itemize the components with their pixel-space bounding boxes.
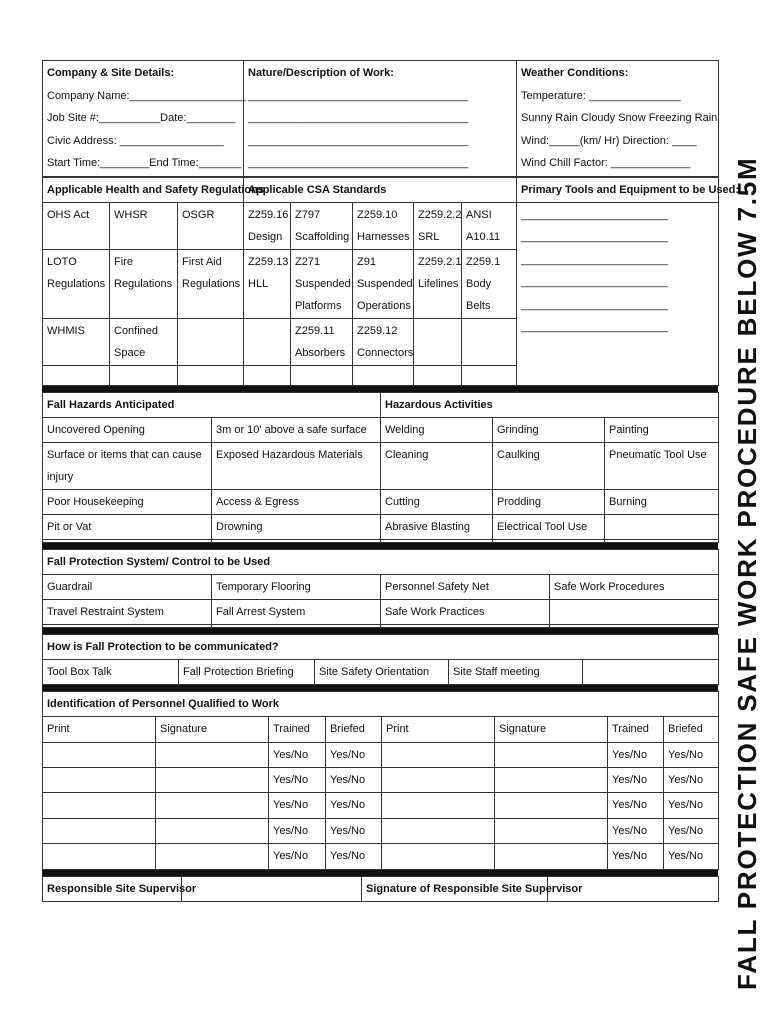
tools-line[interactable]: ________________________ (521, 276, 668, 288)
csa-item[interactable] (244, 365, 291, 385)
nature-of-work-cell (244, 61, 517, 177)
print-field[interactable] (43, 818, 156, 844)
print-field[interactable] (382, 767, 495, 793)
protection-system-item[interactable]: Safe Work Procedures (550, 574, 719, 599)
column-header-briefed: Briefed (326, 717, 382, 743)
communication-option[interactable]: Site Staff meeting (449, 659, 583, 684)
communication-option[interactable] (583, 659, 719, 684)
briefed-field[interactable]: Yes/No (326, 844, 382, 870)
csa-item[interactable] (414, 365, 462, 385)
fall-hazard-item[interactable]: Surface or items that can cause injury (43, 442, 212, 489)
briefed-field[interactable]: Yes/No (664, 742, 719, 767)
nature-line-2[interactable]: ____________________________________ (248, 112, 469, 124)
form (42, 60, 740, 902)
communication-heading: How is Fall Protection to be communicated? (43, 634, 719, 659)
protection-system-item[interactable]: Temporary Flooring (212, 574, 381, 599)
hazardous-activity-item[interactable] (605, 514, 719, 539)
csa-item[interactable]: Z259.16 Design (244, 202, 291, 249)
signature-field[interactable] (495, 742, 608, 767)
hs-item[interactable]: WHSR (110, 202, 178, 249)
hs-item[interactable] (178, 365, 244, 385)
hazardous-activity-item[interactable]: Prodding (493, 489, 605, 514)
print-field[interactable] (382, 818, 495, 844)
briefed-field[interactable]: Yes/No (326, 742, 382, 767)
signature-field[interactable] (156, 767, 269, 793)
csa-item[interactable]: Z797 Scaffolding (291, 202, 353, 249)
personnel-row (43, 767, 719, 793)
personnel-row (43, 793, 719, 819)
hs-item[interactable]: Confined Space (110, 318, 178, 365)
job-site-date-field[interactable]: Job Site #:__________Date:________ (47, 112, 236, 124)
company-heading: Company & Site Details: (47, 67, 175, 79)
tools-heading: Primary Tools and Equipment to be Used: (517, 177, 719, 202)
hs-item[interactable]: WHMIS (43, 318, 110, 365)
weather-options[interactable]: Sunny Rain Cloudy Snow Freezing Rain (521, 112, 718, 124)
personnel-table (42, 691, 719, 870)
csa-item[interactable]: Z259.2.2 SRL (414, 202, 462, 249)
hs-item[interactable]: Fire Regulations (110, 249, 178, 318)
fall-hazard-item[interactable]: Drowning (212, 514, 381, 539)
hs-item[interactable]: LOTO Regulations (43, 249, 110, 318)
weather-heading: Weather Conditions: (521, 67, 629, 79)
csa-item[interactable]: Z259.1 Body Belts (462, 249, 517, 318)
supervisor-name-field[interactable] (182, 876, 362, 901)
hs-item[interactable]: OHS Act (43, 202, 110, 249)
print-field[interactable] (43, 742, 156, 767)
start-end-time-field[interactable]: Start Time:________End Time:_______ (47, 157, 242, 169)
document-title: FALL PROTECTION SAFE WORK PROCEDURE BELOW 7.5M (732, 156, 762, 990)
personnel-header-row (43, 717, 719, 743)
hs-item[interactable]: First Aid Regulations (178, 249, 244, 318)
trained-field[interactable]: Yes/No (608, 767, 664, 793)
signature-field[interactable] (495, 844, 608, 870)
hazardous-activity-item[interactable]: Abrasive Blasting (381, 514, 493, 539)
communication-option[interactable]: Tool Box Talk (43, 659, 179, 684)
fall-hazard-item[interactable]: Exposed Hazardous Materials (212, 442, 381, 489)
print-field[interactable] (382, 742, 495, 767)
supervisor-label: Responsible Site Supervisor (43, 876, 182, 901)
csa-item[interactable]: Z271 Suspended Platforms (291, 249, 353, 318)
csa-item[interactable] (291, 365, 353, 385)
csa-item[interactable] (414, 318, 462, 365)
protection-system-item[interactable]: Safe Work Practices (381, 599, 550, 624)
fall-hazard-item[interactable]: Poor Housekeeping (43, 489, 212, 514)
csa-item[interactable]: Z259.2.1 Lifelines (414, 249, 462, 318)
fall-hazards-heading: Fall Hazards Anticipated (43, 392, 381, 417)
signature-field[interactable] (495, 818, 608, 844)
company-details-cell (43, 61, 244, 177)
fall-hazard-item[interactable]: Access & Egress (212, 489, 381, 514)
trained-field[interactable]: Yes/No (608, 742, 664, 767)
signature-field[interactable] (495, 767, 608, 793)
nature-line-3[interactable]: ____________________________________ (248, 134, 469, 147)
csa-item[interactable] (353, 365, 414, 385)
civic-address-field[interactable]: Civic Address: _________________ (47, 134, 224, 147)
personnel-row (43, 742, 719, 767)
signature-field[interactable] (156, 818, 269, 844)
hazardous-activity-item[interactable]: Caulking (493, 442, 605, 489)
column-header-print: Print (43, 717, 156, 743)
protection-system-heading: Fall Protection System/ Control to be Used (43, 549, 719, 574)
hs-item[interactable]: OSGR (178, 202, 244, 249)
csa-item[interactable]: Z259.10 Harnesses (353, 202, 414, 249)
hazards-table (42, 392, 719, 543)
csa-item[interactable]: Z259.12 Connectors (353, 318, 414, 365)
briefed-field[interactable]: Yes/No (664, 844, 719, 870)
trained-field[interactable]: Yes/No (608, 818, 664, 844)
column-header-trained: Trained (608, 717, 664, 743)
hazardous-activity-item[interactable]: Pneumatic Tool Use (605, 442, 719, 489)
hazardous-activity-item[interactable]: Burning (605, 489, 719, 514)
hs-item[interactable] (110, 365, 178, 385)
personnel-row (43, 844, 719, 870)
signature-field[interactable] (495, 793, 608, 819)
hs-heading: Applicable Health and Safety Regulations (43, 177, 244, 202)
personnel-row (43, 818, 719, 844)
weather-cell (517, 61, 719, 177)
print-field[interactable] (382, 793, 495, 819)
tools-line[interactable]: ________________________ (521, 298, 668, 311)
trained-field[interactable]: Yes/No (269, 767, 326, 793)
signature-field[interactable] (156, 742, 269, 767)
hazardous-activity-item[interactable]: Grinding (493, 417, 605, 442)
nature-heading: Nature/Description of Work: (248, 67, 394, 79)
tools-line[interactable]: ________________________ (521, 208, 668, 221)
temperature-field[interactable]: Temperature: _______________ (521, 89, 681, 102)
csa-item[interactable]: Z259.11 Absorbers (291, 318, 353, 365)
briefed-field[interactable]: Yes/No (664, 818, 719, 844)
briefed-field[interactable]: Yes/No (326, 793, 382, 819)
protection-system-item[interactable]: Fall Arrest System (212, 599, 381, 624)
column-header-signature: Signature (495, 717, 608, 743)
briefed-field[interactable]: Yes/No (664, 767, 719, 793)
csa-item[interactable]: ANSI A10.11 (462, 202, 517, 249)
briefed-field[interactable]: Yes/No (326, 767, 382, 793)
nature-line-1[interactable]: ____________________________________ (248, 89, 469, 102)
briefed-field[interactable]: Yes/No (326, 818, 382, 844)
print-field[interactable] (43, 793, 156, 819)
wind-field[interactable]: Wind:_____(km/ Hr) Direction: ____ (521, 134, 697, 147)
hs-item[interactable] (43, 365, 110, 385)
protection-system-item[interactable]: Guardrail (43, 574, 212, 599)
tools-line[interactable]: ________________________ (521, 253, 668, 266)
csa-item[interactable] (244, 318, 291, 365)
fall-hazard-item[interactable]: 3m or 10' above a safe surface (212, 417, 381, 442)
trained-field[interactable]: Yes/No (269, 742, 326, 767)
tools-line[interactable]: ________________________ (521, 321, 668, 333)
column-header-briefed: Briefed (664, 717, 719, 743)
hs-item[interactable] (178, 318, 244, 365)
csa-item[interactable] (462, 318, 517, 365)
fall-hazard-item[interactable]: Uncovered Opening (43, 417, 212, 442)
briefed-field[interactable]: Yes/No (664, 793, 719, 819)
csa-item[interactable]: Z259.13 HLL (244, 249, 291, 318)
print-field[interactable] (43, 767, 156, 793)
nature-line-4[interactable]: ____________________________________ (248, 157, 469, 169)
personnel-heading: Identification of Personnel Qualified to Work (43, 691, 719, 717)
print-field[interactable] (43, 844, 156, 870)
details-table (42, 60, 719, 177)
communication-option[interactable]: Fall Protection Briefing (179, 659, 315, 684)
protection-system-item[interactable]: Travel Restraint System (43, 599, 212, 624)
column-header-print: Print (382, 717, 495, 743)
signature-field[interactable] (156, 844, 269, 870)
protection-system-item[interactable] (550, 599, 719, 624)
trained-field[interactable]: Yes/No (269, 793, 326, 819)
trained-field[interactable]: Yes/No (269, 844, 326, 870)
column-header-trained: Trained (269, 717, 326, 743)
csa-heading: Applicable CSA Standards (244, 177, 517, 202)
supervisor-table (42, 876, 719, 902)
trained-field[interactable]: Yes/No (608, 793, 664, 819)
trained-field[interactable]: Yes/No (608, 844, 664, 870)
fall-hazard-item[interactable]: Pit or Vat (43, 514, 212, 539)
hazardous-activity-item[interactable]: Painting (605, 417, 719, 442)
protection-system-item[interactable]: Personnel Safety Net (381, 574, 550, 599)
supervisor-signature-label: Signature of Responsible Site Supervisor (362, 876, 548, 901)
wind-chill-field[interactable]: Wind Chill Factor: _____________ (521, 157, 691, 169)
csa-item[interactable] (462, 365, 517, 385)
csa-item[interactable]: Z91 Suspended Operations (353, 249, 414, 318)
signature-field[interactable] (156, 793, 269, 819)
tools-lines (517, 202, 719, 385)
regulations-table (42, 177, 740, 386)
hazardous-activity-item[interactable]: Cleaning (381, 442, 493, 489)
print-field[interactable] (382, 844, 495, 870)
protection-system-table (42, 549, 719, 628)
hazardous-activity-item[interactable]: Welding (381, 417, 493, 442)
tools-line[interactable]: ________________________ (521, 231, 668, 243)
hazardous-activities-heading: Hazardous Activities (381, 392, 719, 417)
communication-table (42, 634, 719, 685)
trained-field[interactable]: Yes/No (269, 818, 326, 844)
column-header-signature: Signature (156, 717, 269, 743)
company-name-field[interactable]: Company Name:___________________ (47, 89, 246, 102)
hazardous-activity-item[interactable]: Cutting (381, 489, 493, 514)
hazardous-activity-item[interactable]: Electrical Tool Use (493, 514, 605, 539)
communication-option[interactable]: Site Safety Orientation (315, 659, 449, 684)
